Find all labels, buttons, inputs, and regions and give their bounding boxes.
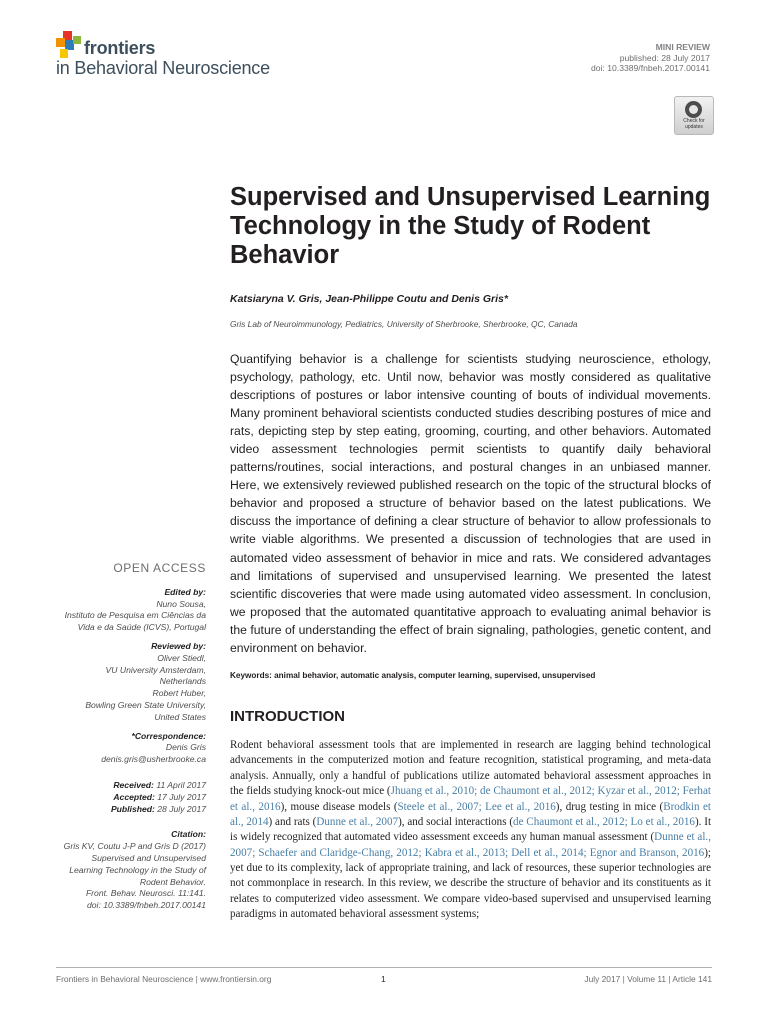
- keywords: Keywords: animal behavior, automatic analysis, computer learning, supervised, unsupervised: [230, 671, 596, 680]
- citation-line: Front. Behav. Neurosci. 11:141.: [85, 888, 206, 899]
- brand-name: frontiers: [84, 38, 156, 58]
- section-heading-introduction: INTRODUCTION: [230, 708, 345, 725]
- citation-link[interactable]: Dunne et al., 2007; Schaefer and Claridge-Chang, 2012; Kabra et al., 2013; Dell et al., 2014; Egnor and Branson, 2016: [230, 831, 711, 859]
- correspondence-email-link[interactable]: denis.gris@usherbrooke.ca: [101, 754, 206, 765]
- citation-line: Gris KV, Coutu J-P and Gris D (2017): [63, 841, 206, 852]
- article-info-sidebar: [36, 563, 206, 912]
- received-line: Received: 11 April 2017: [113, 779, 206, 790]
- reviewer-line: Oliver Stiedl,: [157, 652, 206, 663]
- footer-issue-info: July 2017 | Volume 11 | Article 141: [584, 974, 712, 984]
- citation-doi-link[interactable]: doi: 10.3389/fnbeh.2017.00141: [87, 900, 206, 911]
- accepted-line: Accepted: 17 July 2017: [113, 791, 206, 802]
- intro-text: ); yet due to its complexity, lack of appropriate training, and lack of resources, these superior technologies are not commonplace in research. In this review, we describe the structure of behavior and its constituents as it relates to computerized video assessment. We compare video-based supervised and unsupervised learning paradigms in automated behavioral assessment systems;: [230, 846, 711, 921]
- intro-text: ), and social interactions (: [398, 815, 514, 828]
- check-for-updates-button[interactable]: [674, 96, 714, 135]
- citation-link[interactable]: Jhuang et al., 2010; de Chaumont et al., 2012; Kyzar et al., 2012; Ferhat et al., 2016: [230, 785, 711, 813]
- bookmark-icon: [685, 101, 702, 118]
- citation-label: Citation:: [171, 829, 206, 840]
- reviewer-line: Bowling Green State University,: [85, 699, 206, 710]
- edited-by-label: Edited by:: [164, 586, 206, 597]
- footer-journal-link[interactable]: Frontiers in Behavioral Neuroscience | www.frontiersin.org: [56, 974, 272, 984]
- correspondence-name: Denis Gris: [165, 742, 206, 753]
- reviewed-by-label: Reviewed by:: [151, 640, 206, 651]
- journal-name: in Behavioral Neuroscience: [56, 58, 270, 78]
- page-number: 1: [381, 974, 386, 984]
- abstract: Quantifying behavior is a challenge for scientists studying neuroscience, ethology, psychology, pathology, etc. Until now, behavior was mostly considered as qualitative descriptions of postures or labor intensive counting of bouts of individual movements. Many prominent behavioral scientists conducted studies describing postures of mice and rats, depicting step by step eating, grooming, courting, and other behaviors. Automated video assessment technologies permit scientists to quantify daily behavioral patterns/routines, social interactions, and postural changes in an unbiased manner. Here, we extensively reviewed published research on the topic of the structural blocks of behavior and proposed a structure of behavior based on the latest publications. We discuss the importance of defining a clear structure of behavior to allow professionals to write viable algorithms. We presented a discussion of technologies that are used in automated video assessment of behavior in mice and rats. We considered advantages and limitations of supervised and unsupervised learning. We presented the latest scientific discoveries that were made using automated video assessment. In conclusion, we proposed that the automated quantitative approach to evaluating animal behavior is the future of understanding the effect of brain signaling, pathologies, genetic content, and environment on behavior.: [230, 352, 711, 655]
- check-label-line2: updates: [685, 123, 703, 130]
- author-list: Katsiaryna V. Gris, Jean-Philippe Coutu and Denis Gris*: [230, 293, 508, 305]
- edited-by-line: Instituto de Pesquisa em Ciências da: [64, 610, 206, 621]
- citation-link[interactable]: Steele et al., 2007; Lee et al., 2016: [397, 800, 556, 813]
- article-title: Supervised and Unsupervised Learning Technology in the Study of Rodent Behavior: [230, 183, 711, 269]
- intro-text: ), mouse disease models (: [280, 800, 398, 813]
- citation-line: Rodent Behavior.: [139, 876, 206, 887]
- edited-by-line: Vida e da Saúde (ICVS), Portugal: [77, 622, 206, 633]
- citation-line: Supervised and Unsupervised: [91, 852, 206, 863]
- frontiers-logo-icon: [56, 31, 82, 61]
- correspondence-label: *Correspondence:: [131, 730, 206, 741]
- footer-divider: [56, 967, 712, 968]
- reviewer-line: United States: [154, 711, 206, 722]
- article-meta: [591, 42, 710, 74]
- affiliation: Gris Lab of Neuroimmunology, Pediatrics, University of Sherbrooke, Sherbrooke, QC, Canada: [230, 319, 578, 329]
- doi: doi: 10.3389/fnbeh.2017.00141: [591, 63, 710, 73]
- check-label-line1: Check for: [683, 118, 705, 124]
- intro-text: ) and rats (: [268, 815, 317, 828]
- citation-link[interactable]: Brodkin et al., 2014: [230, 800, 711, 828]
- reviewer-line: VU University Amsterdam,: [105, 664, 206, 675]
- reviewer-line: Netherlands: [159, 676, 206, 687]
- citation-link[interactable]: de Chaumont et al., 2012; Lo et al., 2016: [513, 815, 695, 828]
- citation-link[interactable]: Dunne et al., 2007: [316, 815, 399, 828]
- intro-text: ), drug testing in mice (: [555, 800, 664, 813]
- published-date: published: 28 July 2017: [619, 52, 710, 63]
- article-type: MINI REVIEW: [655, 42, 710, 52]
- intro-text: ). It is widely recognized that automated video assessment exceeds any human manual assessment (: [230, 815, 712, 844]
- intro-text: Rodent behavioral assessment tools that are implemented in research are lagging behind technological advancements in the computerized motion and feature recognition, statistical programing, and meta-data analysis. Annually, only a handful of publications utilize automated behavioral assessment approaches in the fields studying knock-out mice (: [230, 739, 711, 798]
- reviewer-line: Robert Huber,: [152, 688, 206, 699]
- edited-by-line: Nuno Sousa,: [156, 598, 206, 609]
- introduction-body: [230, 738, 711, 923]
- published-line: Published: 28 July 2017: [110, 803, 206, 814]
- citation-line: Learning Technology in the Study of: [69, 864, 206, 875]
- open-access-label: OPEN ACCESS: [113, 561, 206, 575]
